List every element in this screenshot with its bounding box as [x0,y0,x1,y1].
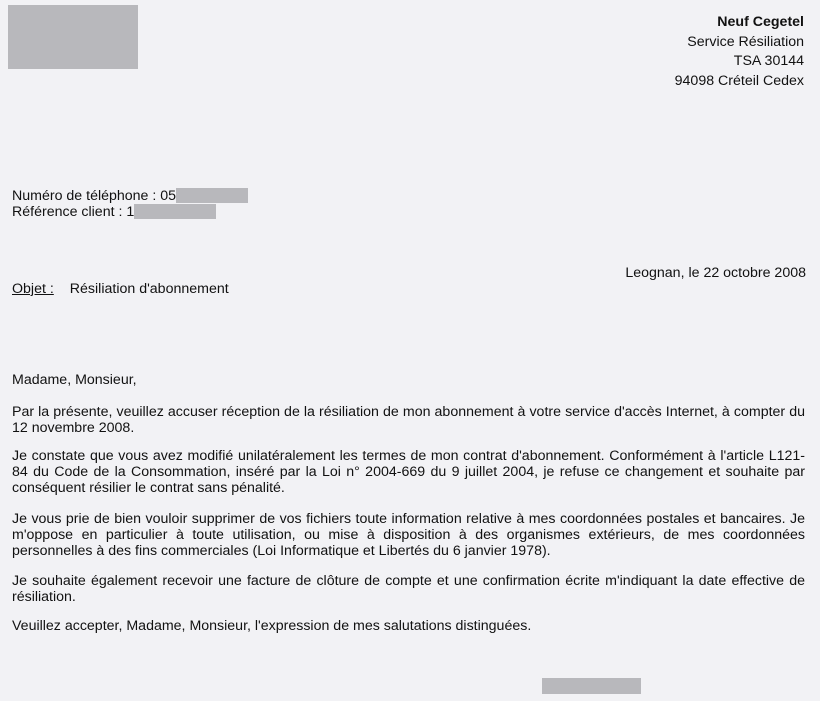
salutation: Madame, Monsieur, [12,372,137,388]
recipient-box: TSA 30144 [733,53,804,69]
recipient-address [675,13,804,91]
redacted-phone [176,188,248,203]
body-paragraph: Je constate que vous avez modifié unilatéralement les termes de mon contrat d'abonnement. Conformément à l'article L121-84 du Code de la Consommation, inséré par la Loi n° 2004-669 du 9 juillet 2004, je refuse ce changement et souhaite par conséquent résilier le contrat sans pénalité. [12,448,805,496]
client-reference [12,204,216,220]
phone-label: Numéro de téléphone : 05 [12,188,177,204]
body-paragraph: Je vous prie de bien vouloir supprimer de vos fichiers toute information relative à mes coordonnées postales et bancaires. Je m'oppose en particulier à toute utilisation, ou mise à disposition à des organismes extérieurs, de mes coordonnées personnelles à des fins commerciales (Loi Informatique et Libertés du 6 janvier 1978). [12,511,805,559]
subject-line [12,281,229,297]
body-paragraph: Par la présente, veuillez accuser réception de la résiliation de mon abonnement à votre service d'accès Internet, à compter du 12 novembre 2008. [12,404,805,436]
recipient-name: Neuf Cegetel [717,14,804,30]
subject-text: Résiliation d'abonnement [69,281,229,297]
subject-label: Objet : [12,281,54,297]
date-line: Leognan, le 22 octobre 2008 [625,265,806,281]
redacted-client-id [134,204,216,219]
recipient-service: Service Résiliation [687,33,804,50]
redacted-signature [542,678,641,694]
redacted-sender-block [8,5,138,69]
client-label: Référence client : 1 [12,204,135,220]
body-paragraph: Je souhaite également recevoir une facture de clôture de compte et une confirmation écrite m'indiquant la date effective de résiliation. [12,573,805,605]
phone-reference [12,188,248,204]
recipient-city: 94098 Créteil Cedex [674,72,804,89]
closing-formula: Veuillez accepter, Madame, Monsieur, l'expression de mes salutations distinguées. [12,618,532,634]
